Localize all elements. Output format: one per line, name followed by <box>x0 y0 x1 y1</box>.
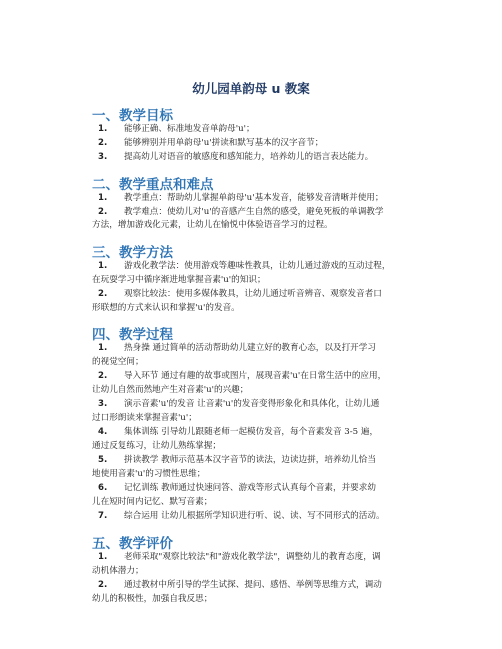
item-text: 通过反复练习，让幼儿熟练掌握； <box>92 441 221 451</box>
item-number: 3. <box>98 152 108 162</box>
item-text: 方法，增加游戏化元素，让幼儿在愉悦中体验语音学习的过程。 <box>92 220 333 230</box>
item-text: 在玩耍学习中循序渐进地掌握音素'u'的知识； <box>92 275 266 285</box>
item-text: 拼读教学 教师示范基本汉字音节的读法，边读边拼，培养幼儿恰当 <box>124 455 376 465</box>
item-text: 形联想的方式来认识和掌握'u'的发音。 <box>92 303 240 313</box>
list-item-continuation <box>92 593 422 606</box>
section-heading-key-points: 二、教学重点和难点 <box>92 177 214 193</box>
item-text: 游戏化教学法：使用游戏等趣味性教具，让幼儿通过游戏的互动过程， <box>124 261 391 271</box>
list-item <box>92 426 422 439</box>
list-item-continuation <box>92 496 422 509</box>
item-text: 儿在短时间内记忆、默写音素； <box>92 497 213 507</box>
item-text: 让幼儿自然而然地产生对音素'u'的兴趣； <box>92 385 249 395</box>
list-item-continuation <box>92 302 422 315</box>
list-item <box>92 454 422 467</box>
list-item-continuation <box>92 219 422 232</box>
item-text: 记忆训练 教师通过快速问答、游戏等形式认真每个音素，并要求幼 <box>124 483 376 493</box>
item-text: 综合运用 让幼儿根据所学知识进行听、说、读、写不同形式的活动。 <box>124 511 385 521</box>
item-text: 幼儿的积极性，加强自我反思； <box>92 594 213 604</box>
list-item <box>92 551 422 564</box>
item-text: 能够正确、标准地发音单韵母'u'； <box>124 124 255 134</box>
section-heading-process: 四、教学过程 <box>92 327 173 343</box>
item-number: 6. <box>98 483 108 493</box>
list-item <box>92 151 422 164</box>
list-item <box>92 482 422 495</box>
list-item <box>92 370 422 383</box>
list-item-continuation <box>92 412 422 425</box>
section-heading-methods: 三、教学方法 <box>92 245 173 261</box>
item-text: 能够辨别并用单韵母'u'拼读和默写基本的汉字音节； <box>124 138 324 148</box>
section-heading-evaluation: 五、教学评价 <box>92 536 173 552</box>
list-item-continuation <box>92 274 422 287</box>
item-text: 教学难点：使幼儿对'u'的音感产生自然的感受，避免死板的单调教学 <box>124 207 384 217</box>
item-number: 5. <box>98 455 108 465</box>
item-text: 教学重点：帮助幼儿掌握单韵母'u'基本发音，能够发音清晰并使用； <box>124 193 384 203</box>
item-number: 1. <box>98 343 108 353</box>
list-item <box>92 510 422 523</box>
list-item <box>92 192 422 205</box>
item-text: 导入环节 通过有趣的故事或图片，展现音素'u'在日常生活中的应用， <box>124 371 387 381</box>
section-heading-objectives: 一、教学目标 <box>92 108 173 124</box>
list-item <box>92 123 422 136</box>
item-text: 通过教材中所引导的学生试探、提问、感悟、举例等思维方式，调动 <box>124 580 382 590</box>
item-number: 1. <box>98 124 108 134</box>
list-item-continuation <box>92 565 422 578</box>
list-item <box>92 288 422 301</box>
list-item-continuation <box>92 384 422 397</box>
item-text: 观察比较法：使用多媒体教具，让幼儿通过听音辨音、观察发音者口 <box>124 289 382 299</box>
item-number: 1. <box>98 552 108 562</box>
item-number: 3. <box>98 399 108 409</box>
list-item-continuation <box>92 468 422 481</box>
item-number: 4. <box>98 427 108 437</box>
item-number: 2. <box>98 138 108 148</box>
item-text: 地使用音素'u'的习惯性思维； <box>92 469 206 479</box>
item-number: 2. <box>98 289 108 299</box>
item-number: 1. <box>98 193 108 203</box>
list-item <box>92 137 422 150</box>
item-text: 演示音素'u'的发音 让音素'u'的发音变得形象化和具体化，让幼儿通 <box>124 399 380 409</box>
document-title: 幼儿园单韵母 u 教案 <box>192 81 310 96</box>
item-number: 7. <box>98 511 108 521</box>
list-item-continuation <box>92 440 422 453</box>
item-text: 过口形朗读来掌握音素'u'； <box>92 413 197 423</box>
list-item <box>92 206 422 219</box>
item-text: 动机体潜力； <box>92 566 144 576</box>
item-text: 集体训练 引导幼儿跟随老师一起模仿发音，每个音素发音 3-5 遍， <box>124 427 379 437</box>
item-number: 1. <box>98 261 108 271</box>
list-item <box>92 260 422 273</box>
item-number: 2. <box>98 580 108 590</box>
item-text: 提高幼儿对语音的敏感度和感知能力，培养幼儿的语言表达能力。 <box>124 152 374 162</box>
item-number: 2. <box>98 207 108 217</box>
item-number: 2. <box>98 371 108 381</box>
item-text: 的视觉空间； <box>92 357 144 367</box>
item-text: 老师采取"观察比较法"和"游戏化教学法"，调整幼儿的教育态度，调 <box>124 552 381 562</box>
list-item <box>92 579 422 592</box>
list-item <box>92 398 422 411</box>
item-text: 热身操 通过简单的活动帮助幼儿建立好的教育心态，以及打开学习 <box>124 343 376 353</box>
list-item <box>92 342 422 355</box>
list-item-continuation <box>92 356 422 369</box>
